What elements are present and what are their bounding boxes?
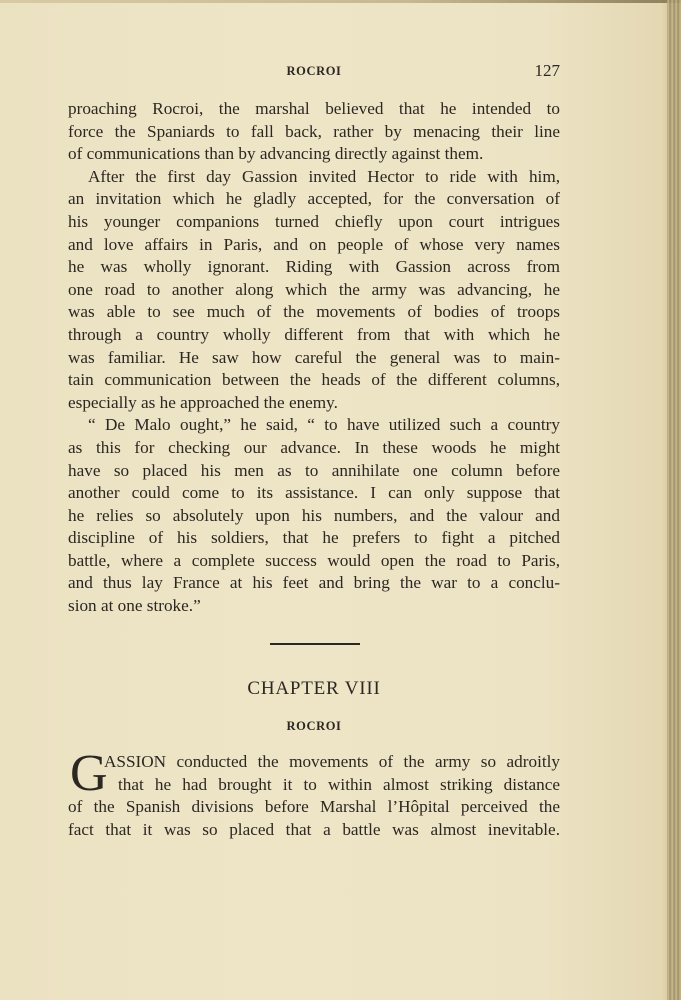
text-line: through a country wholly different from that with which he (68, 324, 560, 344)
chapter-body (68, 745, 560, 841)
text-line: especially as he approached the enemy. (68, 392, 338, 412)
text-line: discipline of his soldiers, that he prefers to fight a pitched (68, 528, 560, 548)
text-line: another could come to its assistance. I can only suppose that (68, 483, 560, 503)
text-line: battle, where a complete success would open the road to Paris, (68, 550, 560, 570)
text-line: was familiar. He saw how careful the general was to main- (68, 347, 560, 367)
text-line: his younger companions turned chiefly upon court intrigues (68, 211, 560, 231)
text-line: he was wholly ignorant. Riding with Gassion across from (68, 257, 560, 277)
text-line: was able to see much of the movements of bodies of troops (68, 302, 560, 322)
chapter-title: CHAPTER VIII (247, 678, 381, 699)
text-line: sion at one stroke.” (68, 596, 201, 616)
text-line: After the first day Gassion invited Hector to ride with him, (88, 166, 560, 186)
text-line: of the Spanish divisions before Marshal l’Hôpital perceived the (68, 797, 560, 817)
chapter-subtitle: ROCROI (286, 719, 342, 733)
page-edge-shadow (667, 0, 681, 1000)
text-line: fact that it was so placed that a battle was almost inevitable. (68, 819, 560, 839)
drop-cap: G (70, 745, 108, 802)
text-line: one road to another along which the army was advancing, he (68, 279, 560, 299)
page-top-edge (0, 0, 681, 3)
text-line: an invitation which he gladly accepted, for the conversation of (68, 189, 560, 209)
text-line: and thus lay France at his feet and bring the war to a conclu- (68, 573, 560, 593)
page-number: 127 (534, 61, 560, 80)
running-head: ROCROI (286, 64, 342, 78)
section-divider (270, 643, 360, 645)
text-line: tain communication between the heads of the different columns, (68, 370, 560, 390)
text-line: “ De Malo ought,” he said, “ to have utilized such a country (88, 415, 560, 435)
page-header (68, 61, 560, 83)
text-line: he relies so absolutely upon his numbers, and the valour and (68, 505, 560, 525)
text-line: force the Spaniards to fall back, rather by menacing their line (68, 121, 560, 141)
text-line: ASSION conducted the movements of the army so adroitly (104, 752, 560, 771)
text-line: as this for checking our advance. In these woods he might (68, 437, 560, 457)
text-line: proaching Rocroi, the marshal believed that he intended to (68, 99, 560, 118)
text-line: that he had brought it to within almost striking distance (118, 774, 560, 794)
text-line: and love affairs in Paris, and on people of whose very names (68, 234, 560, 254)
text-line: have so placed his men as to annihilate one column before (68, 460, 560, 480)
text-line: of communications than by advancing directly against them. (68, 144, 484, 164)
body-text (68, 98, 560, 618)
